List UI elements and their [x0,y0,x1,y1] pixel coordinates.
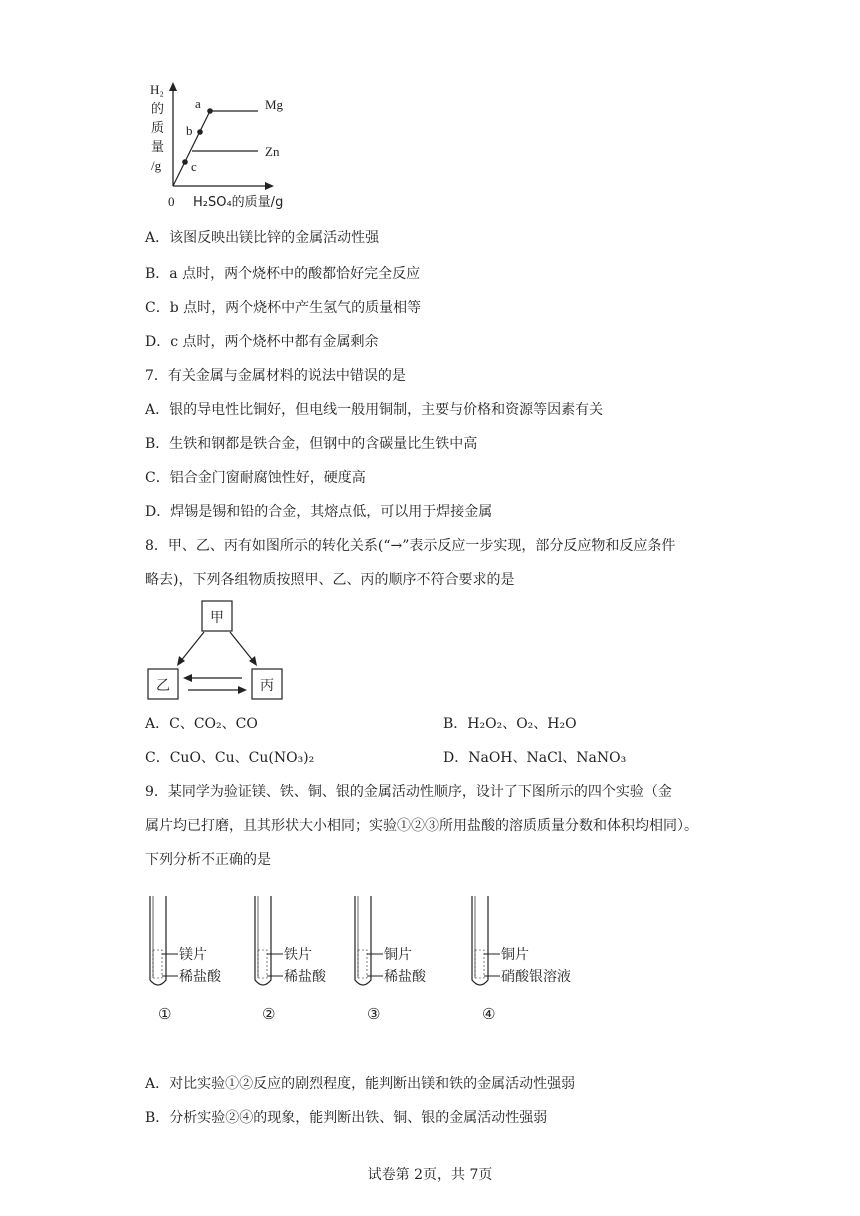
tube-4-metal: 铜片 [501,947,529,963]
point-b-label: b [186,123,193,138]
tube-1-liquid: 稀盐酸 [179,969,221,985]
q7-option-b: B．生铁和钢都是铁合金，但钢中的含碳量比生铁中高 [145,436,478,452]
q7-option-c: C．铝合金门窗耐腐蚀性好，硬度高 [145,470,366,486]
q8-option-b: B．H₂O₂、O₂、H₂O [443,716,577,732]
tube-1-metal: 镁片 [179,947,207,963]
tube-2-number: ② [262,1005,276,1023]
q7-stem: 7．有关金属与金属材料的说法中错误的是 [145,368,406,384]
tube-3-liquid: 稀盐酸 [384,969,426,985]
box-yi-label: 乙 [156,678,170,694]
y-label-5: /g [151,158,162,173]
q6-option-d: D．c 点时，两个烧杯中都有金属剩余 [145,334,379,350]
test-tube-2 [255,896,327,1023]
test-tube-4 [472,896,571,1023]
q6-graph [140,78,310,218]
test-tube-1 [150,896,222,1023]
box-bing-label: 丙 [260,678,274,694]
y-label-1: H₂ [150,82,164,97]
q6-option-a: A．该图反映出镁比锌的金属活动性强 [145,230,380,246]
y-label-4: 量 [151,140,165,155]
tube-1-number: ① [158,1005,172,1023]
q8-stem-line2: 略去)，下列各组物质按照甲、乙、丙的顺序不符合要求的是 [145,572,515,588]
point-b [197,129,203,135]
arrow-jia-yi [180,632,204,662]
arrow-bing-to-yi-head-icon [183,674,192,682]
tube-4-number: ④ [482,1005,496,1023]
q8-stem-line1: 8．甲、乙、丙有如图所示的转化关系(“→”表示反应一步实现，部分反应物和反应条件 [145,538,676,554]
q8-option-c: C．CuO、Cu、Cu(NO₃)₂ [145,750,315,766]
q8-option-d: D．NaOH、NaCl、NaNO₃ [443,750,627,766]
tube-2-metal: 铁片 [284,947,312,963]
q9-stem-line3: 下列分析不正确的是 [145,852,271,868]
point-a-label: a [195,96,201,111]
origin-label: 0 [168,194,175,209]
arrow-jia-bing [230,632,254,662]
q7-option-d: D．焊锡是锡和铅的合金，其熔点低，可以用于焊接金属 [145,504,493,520]
q9-option-a: A．对比实验①②反应的剧烈程度，能判断出镁和铁的金属活动性强弱 [145,1076,576,1092]
arrow-yi-to-bing-head-icon [238,686,247,694]
page-footer: 试卷第 2页，共 7页 [367,1167,493,1183]
test-tube-3 [355,896,427,1023]
q7-option-a: A．银的导电性比铜好，但电线一般用铜制，主要与价格和资源等因素有关 [145,402,604,418]
y-axis-arrow-icon [169,82,177,91]
y-label-3: 质 [151,121,165,136]
point-c [182,159,188,165]
point-a [207,108,213,114]
tube-4-liquid: 硝酸银溶液 [501,969,571,985]
q6-option-b: B．a 点时，两个烧杯中的酸都恰好完全反应 [145,266,421,282]
q9-stem-line2: 属片均已打磨，且其形状大小相同；实验①②③所用盐酸的溶质质量分数和体积均相同）。 [145,818,698,834]
series-mg-label: Mg [265,97,284,112]
q9-option-b: B．分析实验②④的现象，能判断出铁、铜、银的金属活动性强弱 [145,1110,548,1126]
tube-3-metal: 铜片 [384,947,412,963]
y-label-2: 的 [151,102,165,117]
x-axis-label: H₂SO₄的质量/g [193,195,284,210]
x-axis-arrow-icon [265,182,274,190]
tube-2-liquid: 稀盐酸 [284,969,326,985]
q9-tubes-figure [140,890,600,1030]
tube-3-number: ③ [367,1005,381,1023]
q9-stem-line1: 9．某同学为验证镁、铁、铜、银的金属活动性顺序，设计了下图所示的四个实验（金 [145,784,672,800]
q8-diagram [140,598,300,706]
q8-option-a: A．C、CO₂、CO [145,716,258,732]
box-jia-label: 甲 [210,610,224,626]
point-c-label: c [191,159,197,174]
q6-option-c: C．b 点时，两个烧杯中产生氢气的质量相等 [145,300,422,316]
series-zn-label: Zn [265,144,280,159]
